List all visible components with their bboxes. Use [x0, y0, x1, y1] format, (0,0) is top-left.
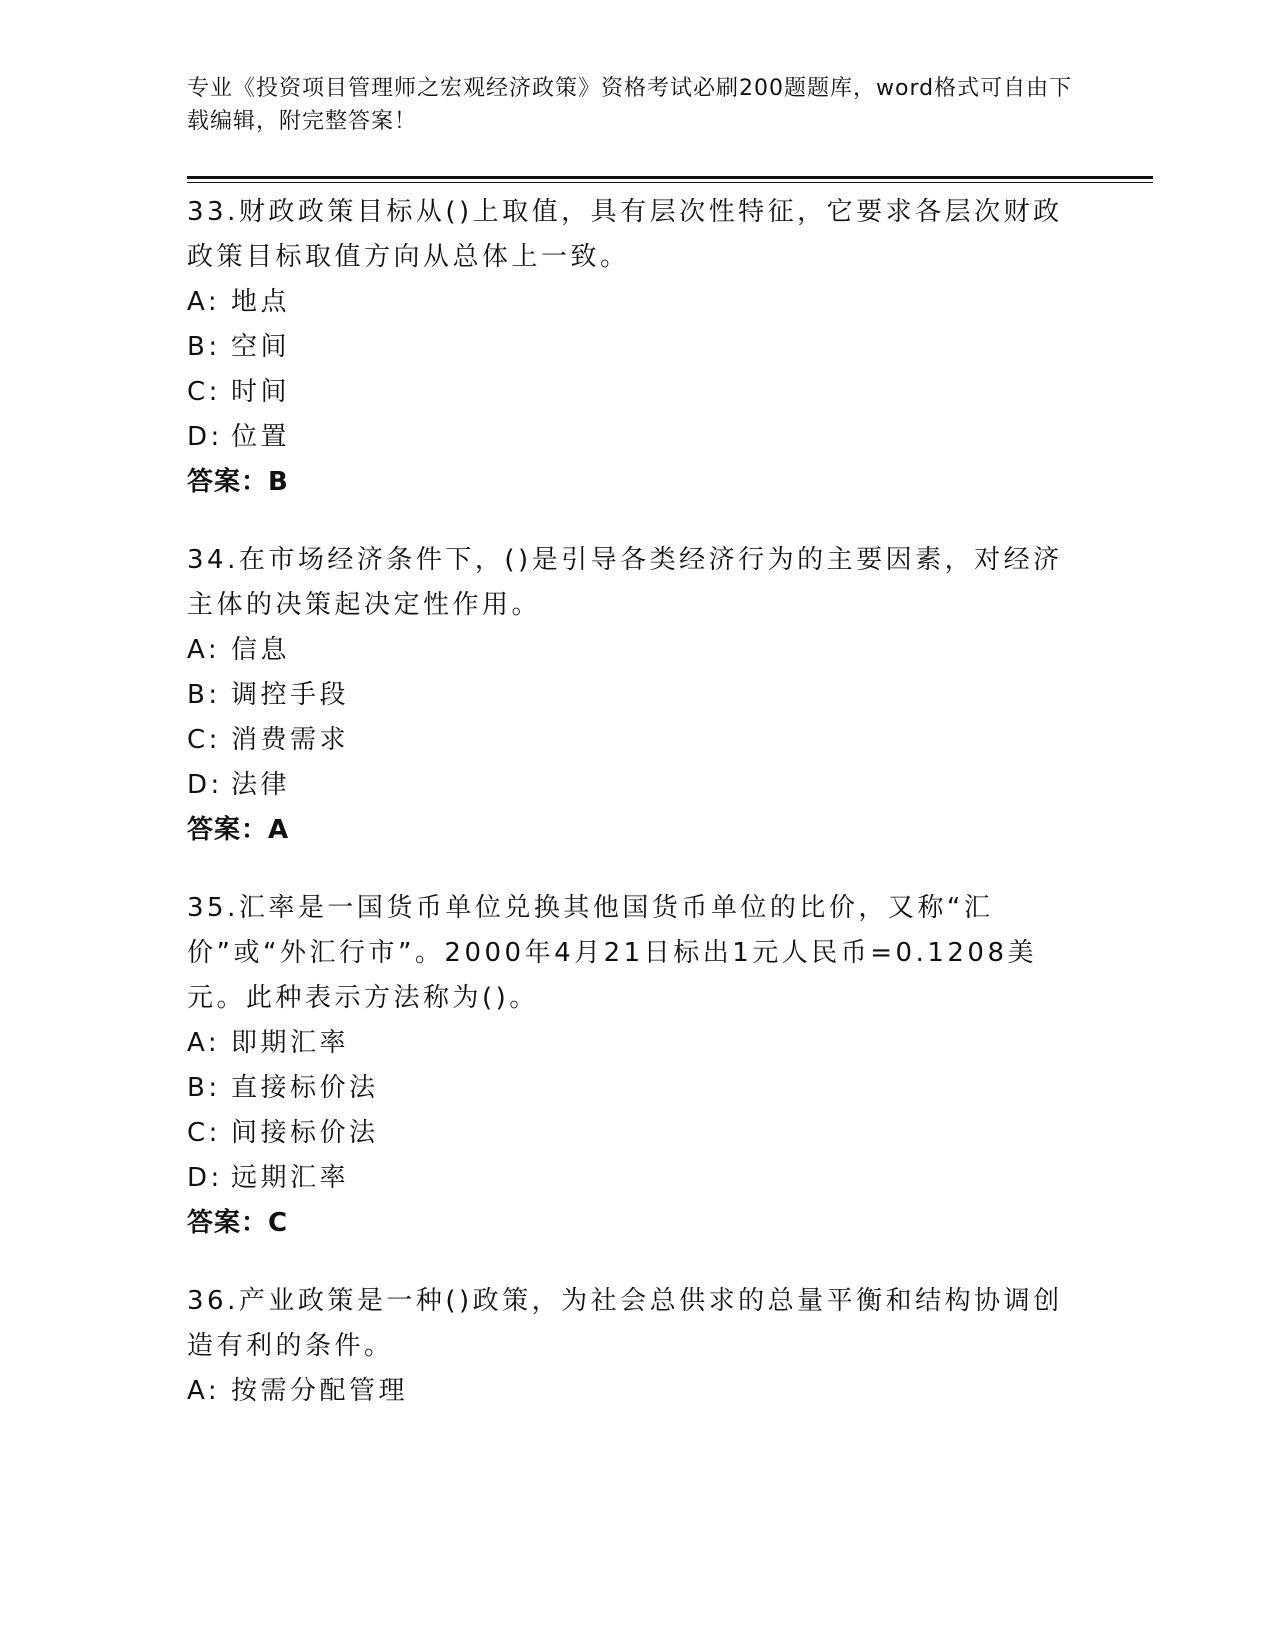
- document-header: 专业《投资项目管理师之宏观经济政策》资格考试必刷200题题库，word格式可自由下载编辑，附完整答案！: [187, 76, 1073, 134]
- question-stem: 33.财政政策目标从()上取值，具有层次性特征，它要求各层次财政政策目标取值方向从总体上一致。: [187, 197, 1063, 272]
- option-letter: C:: [187, 377, 221, 407]
- option-a: [187, 1369, 1087, 1414]
- option-text: 地点: [231, 287, 291, 317]
- option-letter: D:: [187, 770, 223, 800]
- option-d: [187, 415, 1087, 460]
- option-letter: B:: [187, 1073, 221, 1103]
- option-a: [187, 280, 1087, 325]
- option-text: 信息: [231, 635, 291, 665]
- question-34: [187, 538, 1087, 853]
- option-letter: A:: [187, 635, 221, 665]
- option-text: 直接标价法: [231, 1073, 379, 1103]
- option-a: [187, 628, 1087, 673]
- option-c: [187, 1111, 1087, 1156]
- answer-line: 答案：C: [187, 1208, 289, 1238]
- option-d: [187, 1156, 1087, 1201]
- question-stem: 34.在市场经济条件下，()是引导各类经济行为的主要因素，对经济主体的决策起决定性作用。: [187, 545, 1063, 620]
- option-text: 消费需求: [231, 725, 350, 755]
- option-letter: D:: [187, 422, 223, 452]
- option-text: 间接标价法: [231, 1118, 379, 1148]
- question-35: [187, 886, 1087, 1246]
- option-letter: D:: [187, 1163, 223, 1193]
- option-text: 法律: [231, 770, 291, 800]
- header-divider-thick: [187, 176, 1153, 179]
- option-letter: B:: [187, 680, 221, 710]
- option-text: 调控手段: [231, 680, 350, 710]
- question-stem: 35.汇率是一国货币单位兑换其他国货币单位的比价，又称“汇价”或“外汇行市”。2000年4月21日标出1元人民币=0.1208美元。此种表示方法称为()。: [187, 893, 1038, 1013]
- answer-line: 答案：A: [187, 815, 290, 845]
- option-text: 位置: [231, 422, 291, 452]
- option-letter: C:: [187, 725, 221, 755]
- option-text: 空间: [231, 332, 291, 362]
- answer-line: 答案：B: [187, 467, 289, 497]
- option-a: [187, 1021, 1087, 1066]
- option-letter: A:: [187, 1028, 221, 1058]
- option-letter: A:: [187, 1376, 221, 1406]
- option-letter: B:: [187, 332, 221, 362]
- option-text: 按需分配管理: [231, 1376, 409, 1406]
- option-c: [187, 718, 1087, 763]
- option-letter: C:: [187, 1118, 221, 1148]
- question-list: [187, 190, 1087, 1447]
- question-stem: 36.产业政策是一种()政策，为社会总供求的总量平衡和结构协调创造有利的条件。: [187, 1286, 1063, 1361]
- header-divider-thin: [187, 182, 1153, 183]
- option-letter: A:: [187, 287, 221, 317]
- option-b: [187, 325, 1087, 370]
- option-text: 远期汇率: [231, 1163, 350, 1193]
- option-d: [187, 763, 1087, 808]
- option-b: [187, 1066, 1087, 1111]
- option-b: [187, 673, 1087, 718]
- option-text: 时间: [231, 377, 291, 407]
- question-36: [187, 1279, 1087, 1414]
- question-33: [187, 190, 1087, 505]
- option-text: 即期汇率: [231, 1028, 350, 1058]
- option-c: [187, 370, 1087, 415]
